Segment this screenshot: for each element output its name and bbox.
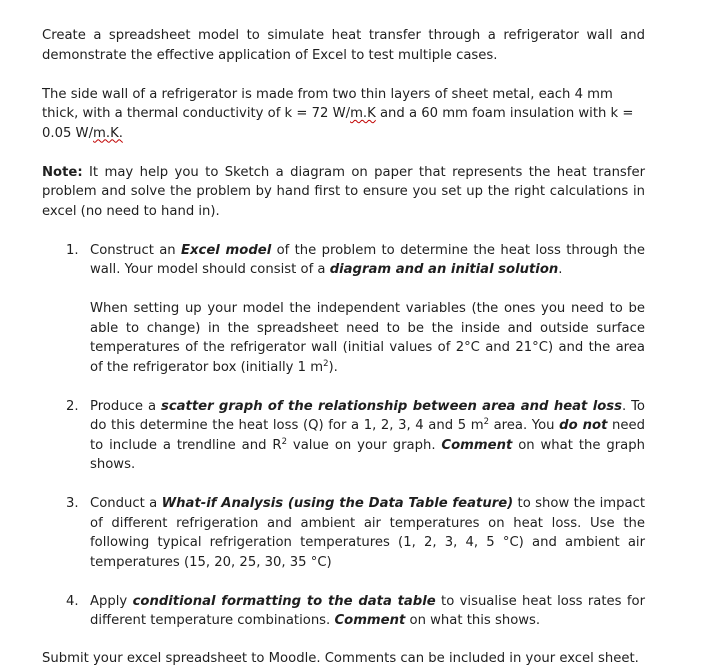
list-number: 3. [66, 496, 79, 511]
task-list [42, 241, 645, 631]
list-number: 1. [66, 242, 79, 258]
spellcheck-underlined-unit: m.K [350, 106, 376, 121]
task-item-2 [42, 397, 645, 475]
task-text: Produce a scatter graph of the relationship between area and heat loss. To do this determine the heat loss (Q) for a 1, 2, 3, 4 and 5 $m^2$ area. You do not need to include a trendline and $R^2$ value on your graph. Comment on what the graph shows. [90, 398, 645, 472]
note-paragraph: Note: It may help you to Sketch a diagram on paper that represents the heat transfer problem and solve the problem by hand first to ensure you set up the right calculations in excel (no need to hand in). [42, 164, 645, 219]
wall-description-paragraph: The side wall of a refrigerator is made from two thin layers of sheet metal, each 4 mm thick, with a thermal conductivity of k = 72 W/m.K and a 60 mm foam insulation with k = 0.05 W/m.K. [42, 86, 634, 141]
task-text: Conduct a What-if Analysis (using the Data Table feature) to show the impact of different refrigeration and ambient air temperatures on heat loss. Use the following typical refrigeration temperatures (1, 2, 3, 4, 5 °C) and ambient air temperatures (15, 20, 25, 30, 35 °C) [90, 496, 646, 570]
spellcheck-underlined-unit: m.K. [93, 125, 123, 141]
task-text: Apply conditional formatting to the data table to visualise heat loss rates for different temperature combinations. Comment on what this shows. [90, 593, 646, 628]
intro-paragraph: Create a spreadsheet model to simulate heat transfer through a refrigerator wall and demonstrate the effective application of Excel to test multiple cases. [42, 28, 645, 63]
task-item-1 [42, 241, 645, 378]
task-item-4 [42, 592, 645, 631]
list-number: 2. [66, 398, 79, 414]
task-item-3 [42, 494, 645, 572]
task-text: Construct an Excel model of the problem to determine the heat loss through the wall. Your model should consist of a diagram and an initial solution. [90, 242, 646, 277]
list-number: 4. [66, 593, 79, 609]
submission-instructions: Submit your excel spreadsheet to Moodle. Comments can be included in your excel sheet. [42, 651, 639, 666]
note-label: Note: [42, 164, 83, 180]
task-subparagraph: When setting up your model the independent variables (the ones you need to be able to change) in the spreadsheet need to be the inside and outside surface temperatures of the refrigerator wall (initial values of 2°C and 21°C) and the area of the refrigerator box (initially 1 $m^2$). [90, 301, 645, 375]
